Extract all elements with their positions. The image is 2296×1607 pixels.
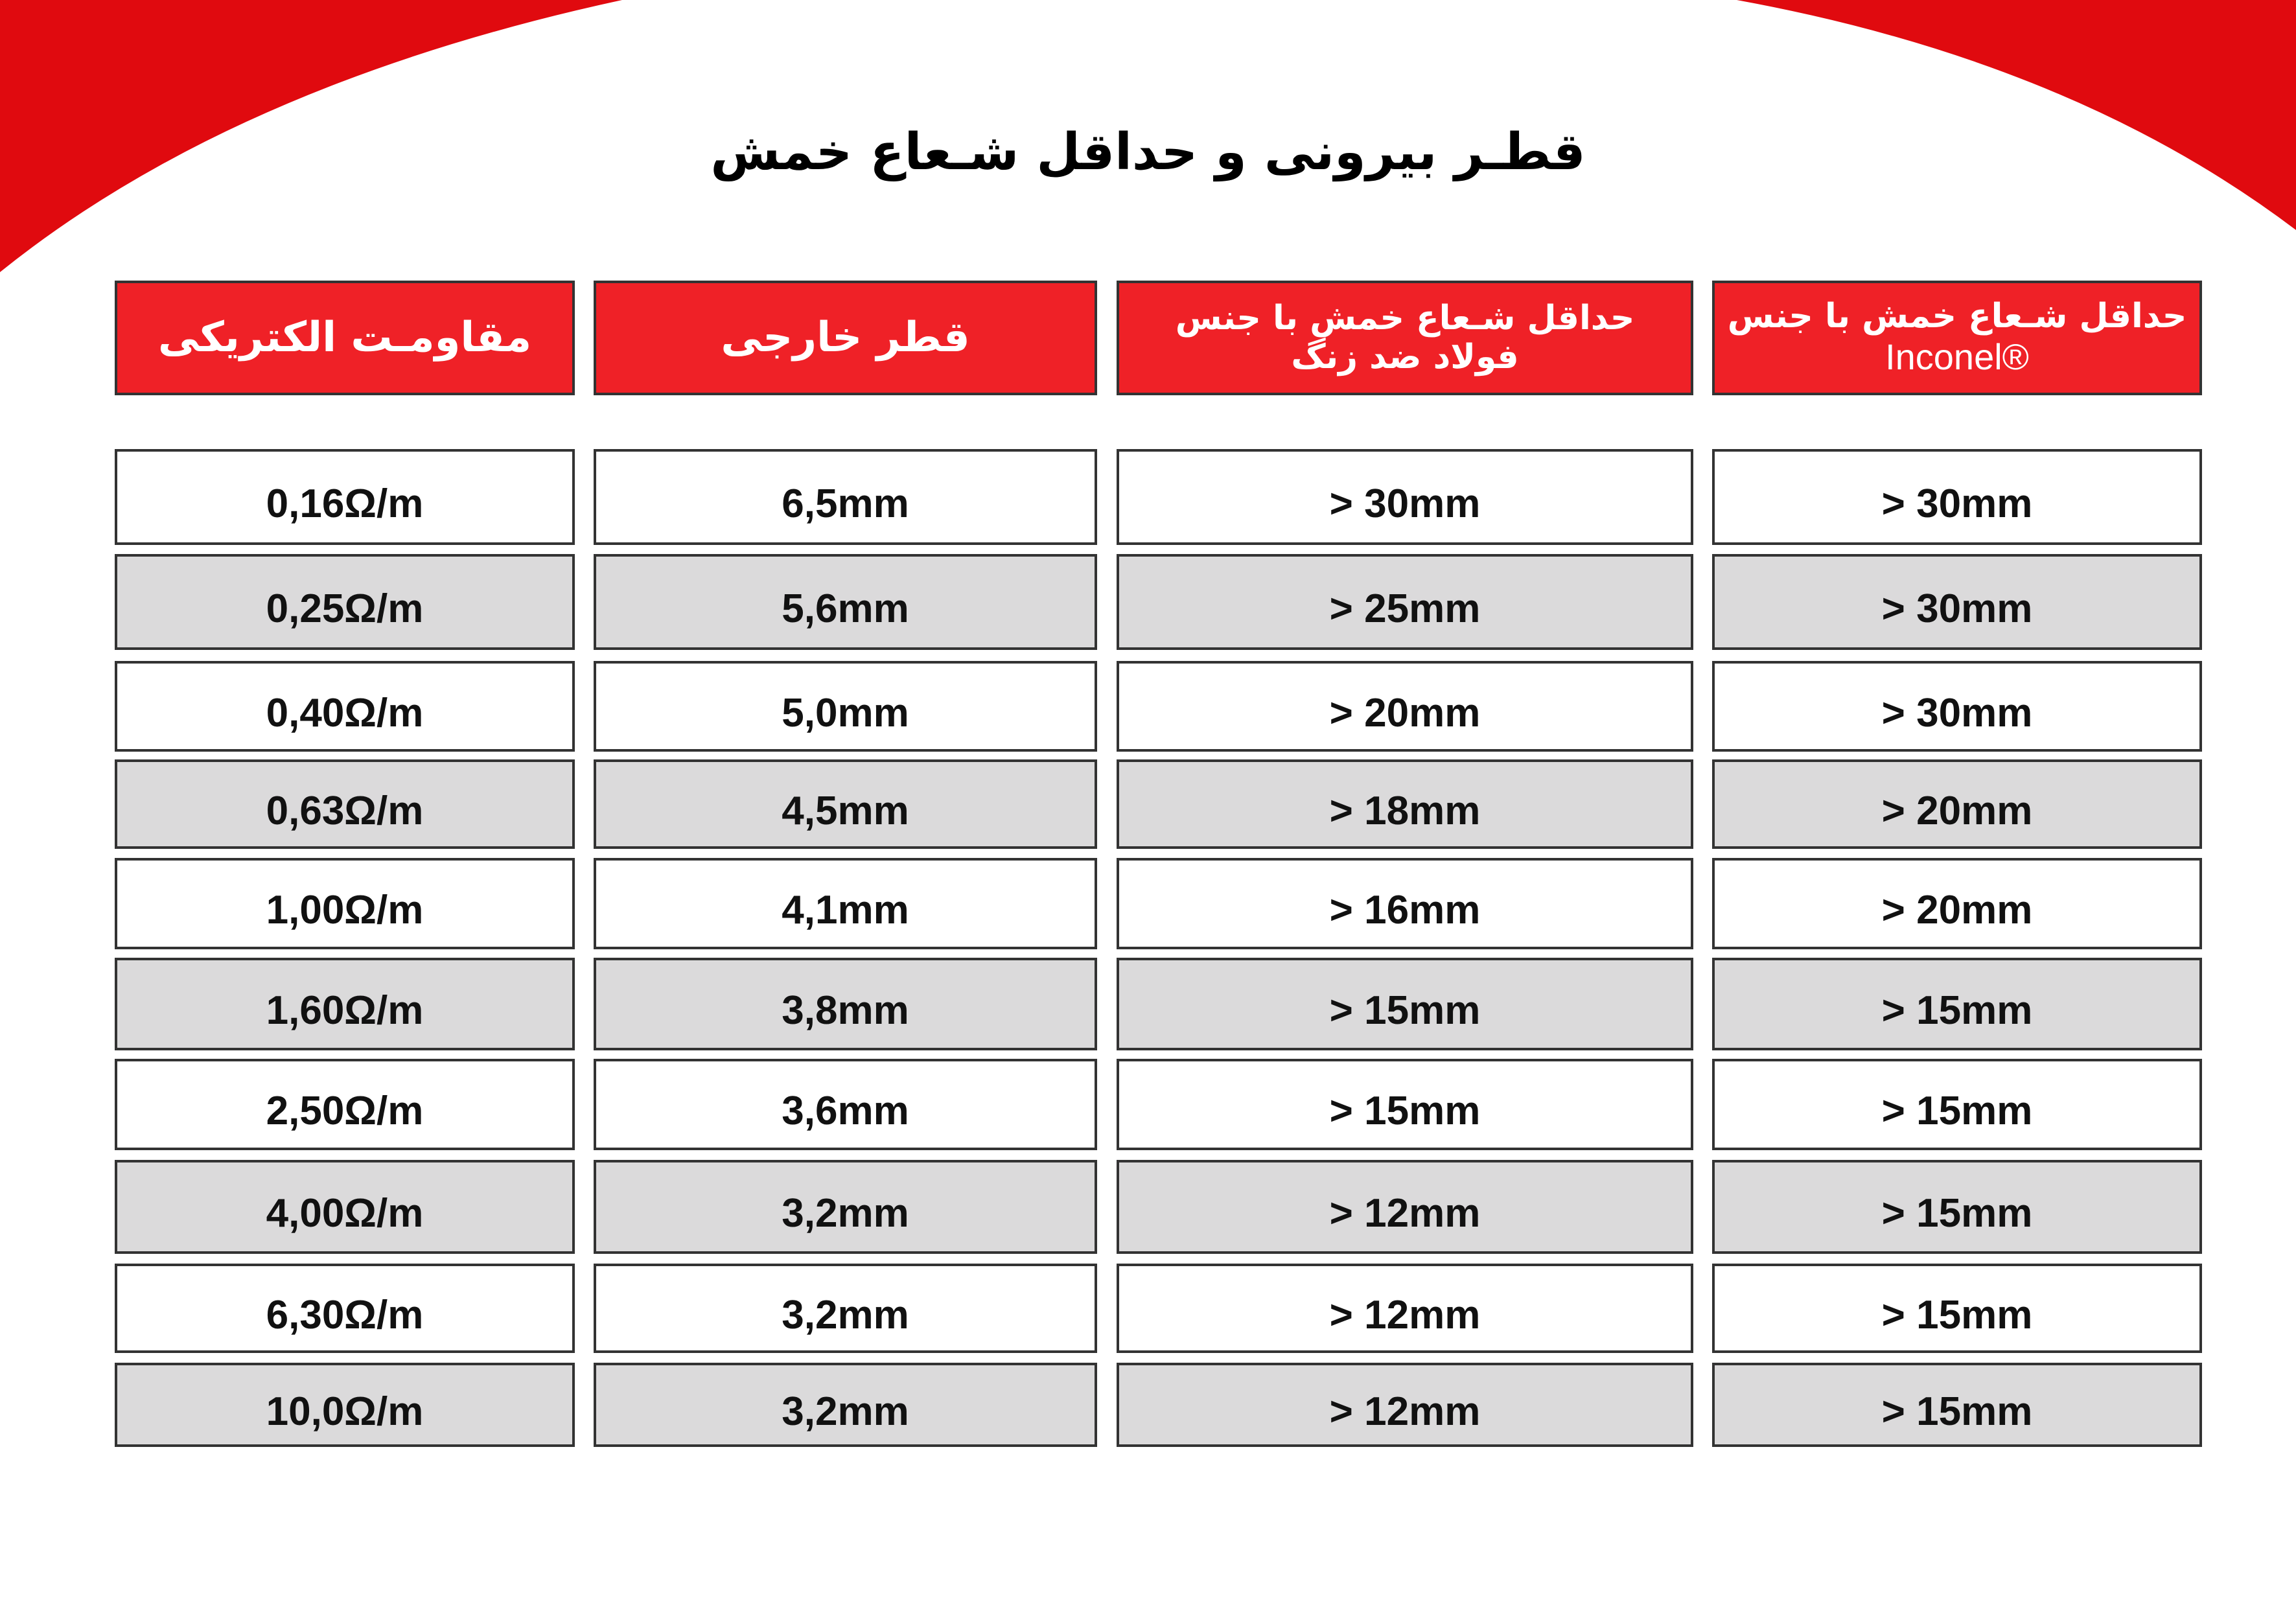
cell-inconel: > 15mm [1712, 1160, 2202, 1254]
cell-diameter: 6,5mm [594, 449, 1097, 545]
cell-resistance: 6,30Ω/m [115, 1264, 575, 1353]
cell-inconel: > 30mm [1712, 449, 2202, 545]
cell-diameter: 4,5mm [594, 759, 1097, 849]
cell-resistance: 0,16Ω/m [115, 449, 575, 545]
cell-resistance: 1,00Ω/m [115, 858, 575, 949]
cell-stainless: > 20mm [1117, 661, 1693, 752]
cell-resistance: 0,40Ω/m [115, 661, 575, 752]
cell-stainless: > 15mm [1117, 1059, 1693, 1150]
cell-stainless: > 30mm [1117, 449, 1693, 545]
header-inconel-line1: حداقل شـعاع خمش با جنس [1727, 297, 2187, 336]
cell-stainless: > 12mm [1117, 1363, 1693, 1447]
cell-diameter: 3,8mm [594, 958, 1097, 1050]
header-diameter-label: قطر خارجی [721, 313, 970, 362]
header-stainless [1117, 281, 1693, 395]
cell-resistance: 2,50Ω/m [115, 1059, 575, 1150]
cell-stainless: > 16mm [1117, 858, 1693, 949]
cell-stainless: > 12mm [1117, 1264, 1693, 1353]
cell-inconel: > 30mm [1712, 554, 2202, 650]
cell-inconel: > 20mm [1712, 858, 2202, 949]
cell-diameter: 3,2mm [594, 1363, 1097, 1447]
cell-inconel: > 15mm [1712, 958, 2202, 1050]
header-resistance [115, 281, 575, 395]
cell-resistance: 1,60Ω/m [115, 958, 575, 1050]
cell-inconel: > 15mm [1712, 1264, 2202, 1353]
cell-resistance: 0,25Ω/m [115, 554, 575, 650]
cell-inconel: > 15mm [1712, 1363, 2202, 1447]
cell-diameter: 3,2mm [594, 1160, 1097, 1254]
header-inconel [1712, 281, 2202, 395]
page-title: قطـر بیرونی و حداقل شـعاع خمش [710, 123, 1586, 181]
cell-diameter: 3,2mm [594, 1264, 1097, 1353]
header-resistance-label: مقاومـت الکتریکی [157, 313, 532, 362]
cell-diameter: 5,6mm [594, 554, 1097, 650]
cell-inconel: > 30mm [1712, 661, 2202, 752]
cell-stainless: > 12mm [1117, 1160, 1693, 1254]
header-diameter [594, 281, 1097, 395]
cell-inconel: > 20mm [1712, 759, 2202, 849]
cell-diameter: 4,1mm [594, 858, 1097, 949]
cell-resistance: 10,0Ω/m [115, 1363, 575, 1447]
cell-diameter: 5,0mm [594, 661, 1097, 752]
header-stainless-line2: فولاد ضد زنگ [1291, 337, 1519, 376]
header-inconel-line2: Inconel® [1885, 336, 2029, 378]
cell-stainless: > 25mm [1117, 554, 1693, 650]
cell-diameter: 3,6mm [594, 1059, 1097, 1150]
header-stainless-line1: حداقل شـعاع خمش با جنس [1175, 298, 1635, 338]
cell-resistance: 0,63Ω/m [115, 759, 575, 849]
cell-resistance: 4,00Ω/m [115, 1160, 575, 1254]
cell-stainless: > 15mm [1117, 958, 1693, 1050]
right-red-curve [1737, 0, 2296, 230]
cell-inconel: > 15mm [1712, 1059, 2202, 1150]
cell-stainless: > 18mm [1117, 759, 1693, 849]
